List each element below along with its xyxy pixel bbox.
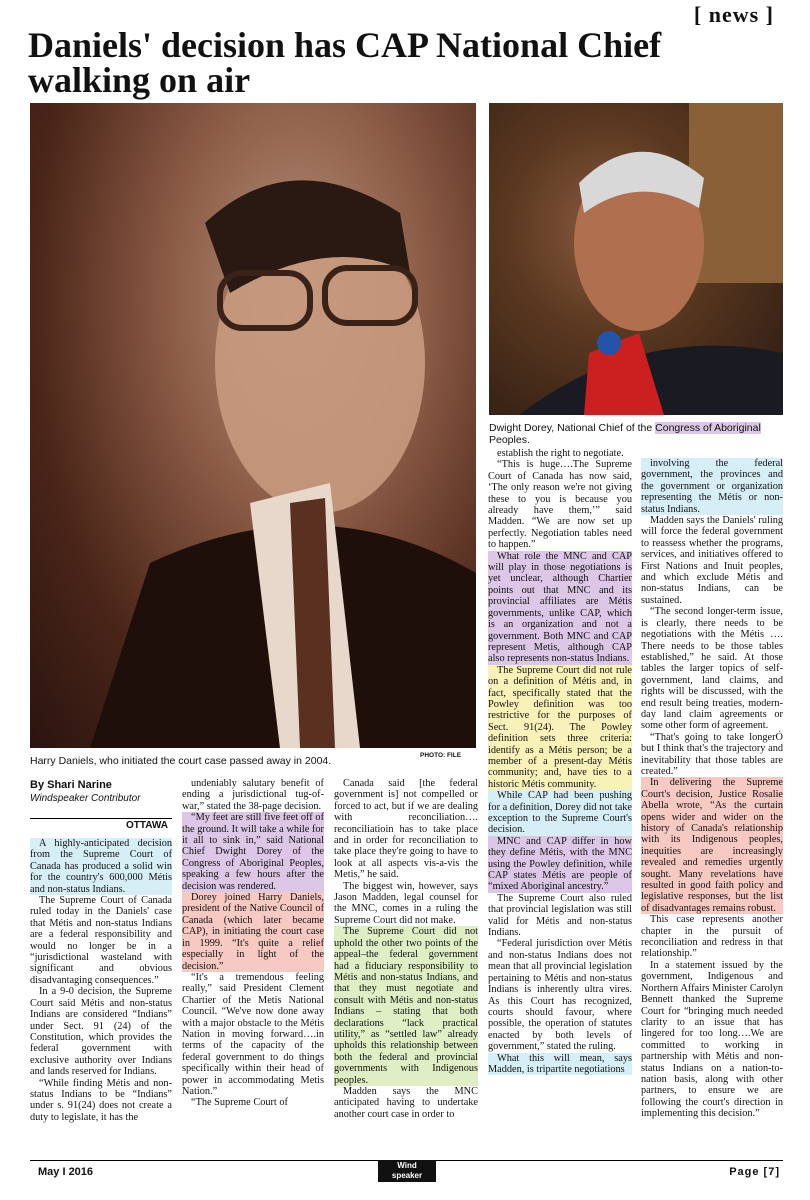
article-column-2 [182, 778, 324, 1109]
paragraph: undeniably salutary benefit of ending a jurisdictional tug-of-war,” stated the 38-page decision. [182, 778, 324, 812]
paragraph: A highly-anticipated decision from the Supreme Court of Canada has produced a solid win for the country's 600,000 Métis and non-status Indians. [30, 838, 172, 895]
logo-text-bottom: speaker [391, 1171, 423, 1180]
paragraph: In a statement issued by the government, Indigenous and Northern Affairs Minister Carolyn Bennett thanked the Supreme Court for “bringing much needed clarity to an issue that has lingered for too long….We are committed to working in partnership with Métis and non-status Indians on a nation-to-nation basis, along with other partners, to ensure we are following the court's direction in implementing this decision.” [641, 959, 783, 1120]
logo-text-top: Wind [397, 1161, 417, 1170]
paragraph: The biggest win, however, says Jason Madden, legal counsel for the MNC, comes in a ruling the Supreme Court did not make. [334, 880, 478, 926]
paragraph: While CAP had been pushing for a definition, Dorey did not take exception to the Supreme Court's decision. [488, 790, 632, 836]
photo-harry-daniels [30, 103, 476, 748]
byline-role: Windspeaker Contributor [30, 793, 141, 804]
paragraph: Dorey joined Harry Daniels, president of the Native Council of Canada (which later became CAP), in initiating the court case in 1999. “It's quite a relief especially in light of the decision.” [182, 892, 324, 972]
paragraph: MNC and CAP differ in how they define Métis, with the MNC using the Powley definition, while CAP states Métis are people of “mixed Aboriginal ancestry.” [488, 835, 632, 893]
paragraph: establish the right to negotiate. [497, 448, 624, 459]
windspeaker-logo [378, 1160, 436, 1182]
paragraph: “This is huge….The Supreme Court of Canada has now said, ‘The only reason we're not giving these to you is because you already have them,’” said Madden. “We are now set up perfectly. Negotiation tables need to happen.” [488, 459, 632, 551]
paragraph: The Supreme Court did not rule on a definition of Métis and, in fact, specifically stated that the Powley definition was too restrictive for the purposes of Sect. 91(24). The Powley definition sets three criteria: identify as a Métis person; be a member of a present-day Métis community; and, have ties to a historic Métis community. [488, 664, 632, 790]
top-color-bar [0, 0, 640, 4]
article-column-1 [30, 838, 172, 1123]
byline-rule [30, 818, 172, 819]
paragraph: “My feet are still five feet off of the ground. It will take a while for it all to sink in,” said National Chief Dwight Dorey of the Congress of Aboriginal Peoples, speaking a few hours after the decision was rendered. [182, 812, 324, 892]
footer-page-number: Page [7] [729, 1166, 780, 1178]
article-column-3 [334, 778, 478, 1120]
paragraph: Madden says the Daniels' ruling will force the federal government to reassess whether the programs, services, and initiatives offered to First Nations and Inuit peoples, and which exclude Métis and non-status Indians, can be sustained. [641, 515, 783, 606]
footer-issue: May I 2016 [38, 1166, 94, 1178]
paragraph: “The Supreme Court of [191, 1097, 288, 1109]
photo-caption-side: Dwight Dorey, National Chief of the Congress of Aboriginal Peoples. [489, 422, 761, 446]
photo-credit: PHOTO: FILE [420, 752, 462, 759]
article-column-4 [488, 448, 632, 1075]
photo-caption-main: Harry Daniels, who initiated the court case passed away in 2004. [30, 755, 332, 767]
paragraph: “While finding Métis and non-status Indians to be “Indians” under s. 91(24) does not create a duty to legislate, it has the [30, 1077, 172, 1123]
paragraph: In delivering the Supreme Court's decision, Justice Rosalie Abella wrote, “As the curtain opens wider and wider on the history of Canada's relationship with its Indigenous peoples, inequities are increasingly revealed and remedies urgently sought. Many revelations have resulted in good faith policy and legislative responses, but the list of disadvantages remains robust. [641, 777, 783, 914]
article-column-5 [641, 458, 783, 1120]
paragraph: “The second longer-term issue, is clearly, there needs to be negotiations with the Métis …. There needs to be those tables established,” he said. At those tables the larger topics of self-government, land claims, and rights will be discussed, with the end result being treaties, modern-day land claim agreements or some other form of agreement. [641, 606, 783, 732]
paragraph: The Supreme Court also ruled that provincial legislation was still valid for Métis and non-status Indians. [488, 892, 632, 939]
headline: Daniels' decision has CAP National Chief walking on air [28, 25, 662, 100]
paragraph: “That's going to take longerÓ but I think that's the trajectory and inevitability that those tables are created.” [641, 731, 783, 777]
paragraph: involving the federal government, the provinces and the government or organization representing the Métis or non-status Indians. [641, 458, 783, 515]
paragraph: In a 9-0 decision, the Supreme Court said Métis and non-status Indians are considered “Indians” under Sect. 91 (24) of the Constitution, which provides the federal government with exclusive authority over Indians and lands reserved for Indians. [30, 986, 172, 1078]
section-tag: [ news ] [693, 2, 774, 27]
paragraph: “Federal jurisdiction over Métis and non-status Indians does not mean that all provincial legislation pertaining to Métis and non-status Indians is inherently ultra vires. As this Court has recognized, courts should favour, where possible, the operation of statutes enacted by both levels of government,” stated the ruling. [488, 938, 632, 1053]
dateline: OTTAWA [126, 820, 169, 831]
paragraph: This case represents another chapter in the pursuit of reconciliation and redress in that relationship.” [641, 914, 783, 960]
photo-dwight-dorey [489, 103, 783, 415]
paragraph: Madden says the MNC anticipated having to undertake another court case in order to [334, 1085, 478, 1120]
paragraph: The Supreme Court of Canada ruled today in the Daniels' case that Métis and non-status Indians are a federal responsibility and would no longer be in a “jurisdictional wasteland with significant and obvious disadvantaging consequences.” [30, 895, 172, 986]
paragraph: What this will mean, says Madden, is tripartite negotiations [488, 1052, 632, 1075]
paragraph: The Supreme Court did not uphold the other two points of the appeal–the federal government had a fiduciary responsibility to Métis and non-status Indians, and that they must negotiate and consult with Métis and non-status Indians – stating that both declarations “lack practical utility,” as “settled law” already upholds this relationship between both the federal and provincial governments with Indigenous peoples. [334, 926, 478, 1086]
byline-author: By Shari Narine [30, 779, 112, 791]
paragraph: “It's a tremendous feeling really,” said President Clement Chartier of the Metis National Council. “We've now done away with a major obstacle to the Métis Nation in moving forward….in terms of the capacity of the federal government to do things specifically within their head of power in accommodating Metis Nation.” [182, 971, 324, 1097]
paragraph: What role the MNC and CAP will play in those negotiations is yet unclear, although Chartier points out that MNC and its provincial affiliates are Métis governments, unlike CAP, which is an organization and not a government. Both MNC and CAP represent Metis, although CAP also represents non-status Indians. [488, 550, 632, 665]
paragraph: Canada said [the federal government is] not compelled or forced to act, but if we are dealing with reconciliation…. reconciliatioin has to take place and in order for reconciliation to take place they're going to have to look at all aspects vis-a-vis the Metis,” he said. [334, 778, 478, 881]
